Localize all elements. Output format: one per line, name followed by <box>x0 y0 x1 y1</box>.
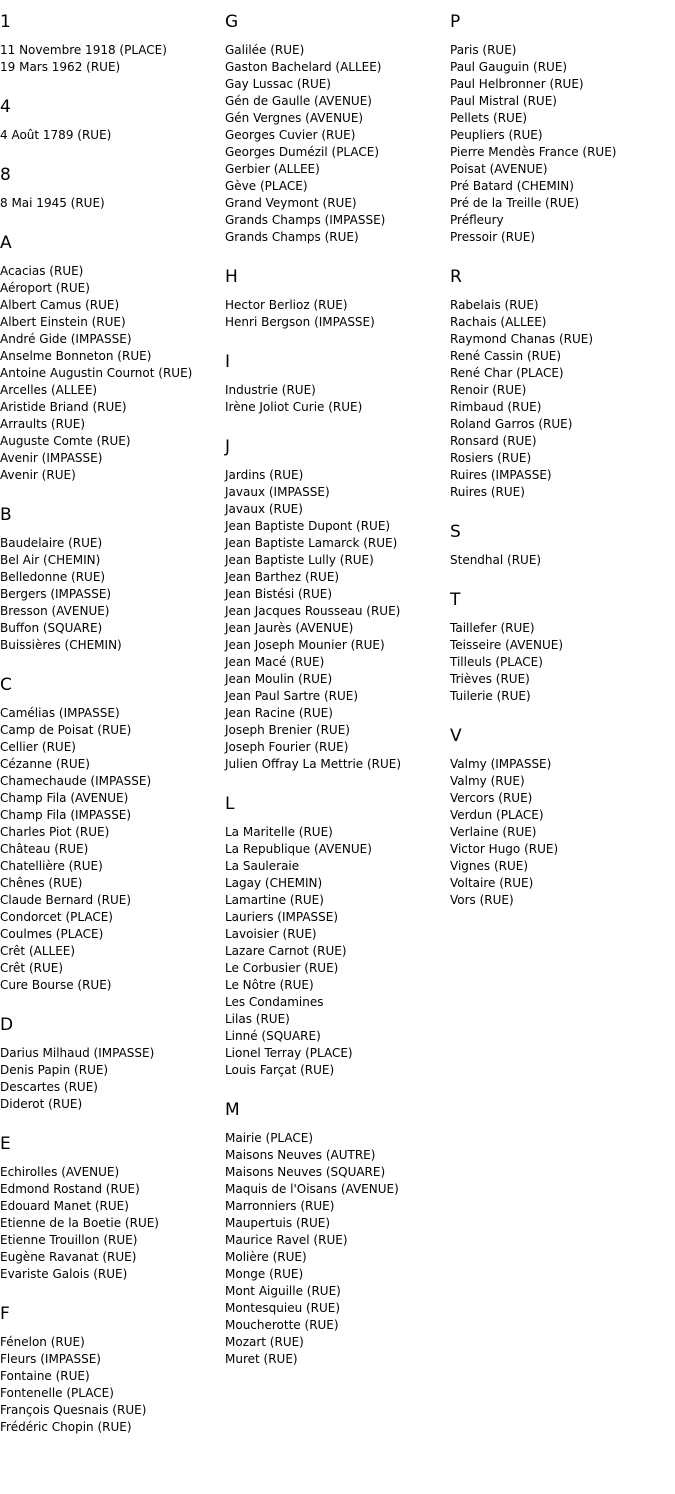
street-entry: Georges Cuvier (RUE) <box>225 128 356 142</box>
street-entry: Molière (RUE) <box>225 1250 307 1264</box>
street-list <box>450 620 675 705</box>
street-entry: Tilleuls (PLACE) <box>450 655 543 669</box>
street-entry: Poisat (AVENUE) <box>450 162 548 176</box>
letter-heading: H <box>225 267 238 287</box>
street-entry: Cellier (RUE) <box>0 740 76 754</box>
street-entry: Mont Aiguille (RUE) <box>225 1284 341 1298</box>
street-list <box>225 467 450 773</box>
street-entry: Avenir (RUE) <box>0 468 76 482</box>
letter-group <box>0 505 225 654</box>
street-index-column-2 <box>225 0 450 1389</box>
letter-group <box>225 12 450 246</box>
street-entry: La Maritelle (RUE) <box>225 825 333 839</box>
letter-group <box>0 12 225 76</box>
street-entry: Frédéric Chopin (RUE) <box>0 1420 132 1434</box>
street-entry: Jean Joseph Mounier (RUE) <box>225 638 385 652</box>
street-entry: Javaux (IMPASSE) <box>225 485 330 499</box>
street-entry: Edmond Rostand (RUE) <box>0 1182 140 1196</box>
street-entry: Joseph Brenier (RUE) <box>225 723 350 737</box>
letter-heading: G <box>225 12 239 32</box>
street-entry: Rachais (ALLEE) <box>450 315 547 329</box>
street-entry: Pressoir (RUE) <box>450 230 536 244</box>
letter-group <box>0 1304 225 1436</box>
letter-group <box>0 1015 225 1113</box>
street-entry: Verdun (PLACE) <box>450 808 544 822</box>
street-list <box>0 1334 225 1436</box>
street-entry: Gén Vergnes (AVENUE) <box>225 111 364 125</box>
street-entry: Pré de la Treille (RUE) <box>450 196 580 210</box>
street-entry: Taillefer (RUE) <box>450 621 535 635</box>
letter-heading: 1 <box>0 12 11 32</box>
street-entry: Teisseire (AVENUE) <box>450 638 564 652</box>
street-entry: Verlaine (RUE) <box>450 825 537 839</box>
street-entry: Descartes (RUE) <box>0 1080 98 1094</box>
street-entry: Galilée (RUE) <box>225 43 305 57</box>
street-entry: Cure Bourse (RUE) <box>0 978 112 992</box>
street-entry: Auguste Comte (RUE) <box>0 434 131 448</box>
street-entry: Valmy (IMPASSE) <box>450 757 552 771</box>
street-entry: Jean Barthez (RUE) <box>225 570 340 584</box>
street-entry: La Republique (AVENUE) <box>225 842 372 856</box>
street-entry: Rosiers (RUE) <box>450 451 532 465</box>
street-list <box>450 756 675 909</box>
street-entry: Crêt (ALLEE) <box>0 944 76 958</box>
street-entry: Stendhal (RUE) <box>450 553 542 567</box>
street-entry: Gève (PLACE) <box>225 179 308 193</box>
street-entry: Pré Batard (CHEMIN) <box>450 179 574 193</box>
street-entry: Joseph Fourier (RUE) <box>225 740 349 754</box>
street-entry: Jean Racine (RUE) <box>225 706 333 720</box>
letter-group <box>0 233 225 484</box>
street-entry: Maquis de l'Oisans (AVENUE) <box>225 1182 399 1196</box>
street-entry: Vignes (RUE) <box>450 859 529 873</box>
letter-group <box>225 267 450 331</box>
street-entry: Baudelaire (RUE) <box>0 536 103 550</box>
street-entry: Jean Baptiste Lamarck (RUE) <box>225 536 398 550</box>
letter-heading: S <box>450 522 461 542</box>
street-list <box>225 382 450 416</box>
street-entry: Ruires (IMPASSE) <box>450 468 552 482</box>
street-entry: Gaston Bachelard (ALLEE) <box>225 60 382 74</box>
letter-heading: T <box>450 590 461 610</box>
letter-group <box>450 522 675 569</box>
street-entry: Jean Baptiste Dupont (RUE) <box>225 519 391 533</box>
street-entry: Château (RUE) <box>0 842 89 856</box>
street-entry: Acacias (RUE) <box>0 264 84 278</box>
street-entry: Anselme Bonneton (RUE) <box>0 349 152 363</box>
street-entry: Lavoisier (RUE) <box>225 927 317 941</box>
street-entry: Claude Bernard (RUE) <box>0 893 132 907</box>
street-entry: Jardins (RUE) <box>225 468 304 482</box>
street-entry: 19 Mars 1962 (RUE) <box>0 60 121 74</box>
street-entry: Valmy (RUE) <box>450 774 525 788</box>
letter-heading: I <box>225 352 231 372</box>
street-entry: Etienne de la Boetie (RUE) <box>0 1216 159 1230</box>
street-entry: 8 Mai 1945 (RUE) <box>0 196 105 210</box>
street-entry: Bresson (AVENUE) <box>0 604 110 618</box>
street-list <box>225 1130 450 1368</box>
street-entry: René Char (PLACE) <box>450 366 564 380</box>
street-entry: Antoine Augustin Cournot (RUE) <box>0 366 193 380</box>
street-entry: Industrie (RUE) <box>225 383 316 397</box>
street-entry: Paul Mistral (RUE) <box>450 94 557 108</box>
letter-group <box>450 590 675 705</box>
letter-group <box>0 675 225 994</box>
street-entry: Pierre Mendès France (RUE) <box>450 145 617 159</box>
letter-group <box>450 726 675 909</box>
street-entry: Tuilerie (RUE) <box>450 689 531 703</box>
street-entry: Les Condamines <box>225 995 324 1009</box>
street-entry: Victor Hugo (RUE) <box>450 842 559 856</box>
street-entry: Gén de Gaulle (AVENUE) <box>225 94 372 108</box>
street-list <box>0 1164 225 1283</box>
street-entry: Lionel Terray (PLACE) <box>225 1046 353 1060</box>
street-entry: 4 Août 1789 (RUE) <box>0 128 112 142</box>
street-entry: Camp de Poisat (RUE) <box>0 723 132 737</box>
street-list <box>0 42 225 76</box>
street-list <box>0 705 225 994</box>
street-entry: Linné (SQUARE) <box>225 1029 321 1043</box>
street-list <box>225 824 450 1079</box>
letter-heading: E <box>0 1134 11 1154</box>
street-entry: Aéroport (RUE) <box>0 281 90 295</box>
street-entry: Bergers (IMPASSE) <box>0 587 112 601</box>
street-entry: Lazare Carnot (RUE) <box>225 944 347 958</box>
street-list <box>450 42 675 246</box>
street-entry: Henri Bergson (IMPASSE) <box>225 315 375 329</box>
letter-group <box>225 794 450 1079</box>
street-entry: Paris (RUE) <box>450 43 517 57</box>
street-list <box>450 297 675 501</box>
street-entry: Lauriers (IMPASSE) <box>225 910 339 924</box>
letter-group <box>0 165 225 212</box>
street-entry: Muret (RUE) <box>225 1352 298 1366</box>
street-list <box>225 297 450 331</box>
street-list <box>0 1045 225 1113</box>
street-entry: Marronniers (RUE) <box>225 1199 335 1213</box>
street-entry: Albert Einstein (RUE) <box>0 315 126 329</box>
street-entry: Hector Berlioz (RUE) <box>225 298 348 312</box>
street-list <box>0 127 225 144</box>
street-entry: Jean Jaurès (AVENUE) <box>225 621 354 635</box>
street-entry: Julien Offray La Mettrie (RUE) <box>225 757 402 771</box>
letter-group <box>225 352 450 416</box>
street-entry: Champ Fila (IMPASSE) <box>0 808 132 822</box>
street-entry: Louis Farçat (RUE) <box>225 1063 335 1077</box>
street-entry: Coulmes (PLACE) <box>0 927 104 941</box>
street-entry: Vercors (RUE) <box>450 791 533 805</box>
street-entry: Jean Baptiste Lully (RUE) <box>225 553 374 567</box>
letter-heading: C <box>0 675 12 695</box>
street-entry: Grands Champs (RUE) <box>225 230 359 244</box>
street-entry: Arraults (RUE) <box>0 417 85 431</box>
street-list <box>450 552 675 569</box>
street-entry: Ruires (RUE) <box>450 485 525 499</box>
street-entry: Paul Helbronner (RUE) <box>450 77 584 91</box>
street-entry: La Sauleraie <box>225 859 300 873</box>
street-entry: Bel Air (CHEMIN) <box>0 553 101 567</box>
street-entry: François Quesnais (RUE) <box>0 1403 147 1417</box>
street-entry: Gay Lussac (RUE) <box>225 77 331 91</box>
street-entry: Albert Camus (RUE) <box>0 298 120 312</box>
street-entry: Monge (RUE) <box>225 1267 304 1281</box>
street-entry: Peupliers (RUE) <box>450 128 543 142</box>
street-entry: Lilas (RUE) <box>225 1012 290 1026</box>
street-entry: Jean Moulin (RUE) <box>225 672 333 686</box>
street-entry: Paul Gauguin (RUE) <box>450 60 568 74</box>
street-entry: 11 Novembre 1918 (PLACE) <box>0 43 167 57</box>
street-entry: Jean Jacques Rousseau (RUE) <box>225 604 401 618</box>
street-entry: Georges Dumézil (PLACE) <box>225 145 380 159</box>
street-entry: Fontenelle (PLACE) <box>0 1386 114 1400</box>
street-list <box>0 195 225 212</box>
street-entry: Fleurs (IMPASSE) <box>0 1352 101 1366</box>
street-entry: Jean Macé (RUE) <box>225 655 325 669</box>
letter-group <box>0 97 225 144</box>
street-list <box>0 535 225 654</box>
street-entry: Echirolles (AVENUE) <box>0 1165 120 1179</box>
street-index-column-3 <box>450 0 675 930</box>
street-entry: Maurice Ravel (RUE) <box>225 1233 348 1247</box>
street-entry: Raymond Chanas (RUE) <box>450 332 594 346</box>
letter-heading: A <box>0 233 12 253</box>
street-entry: Le Corbusier (RUE) <box>225 961 339 975</box>
street-entry: Gerbier (ALLEE) <box>225 162 320 176</box>
street-entry: Jean Bistési (RUE) <box>225 587 333 601</box>
street-entry: Moucherotte (RUE) <box>225 1318 339 1332</box>
street-list <box>225 42 450 246</box>
letter-heading: J <box>225 437 231 457</box>
street-entry: Javaux (RUE) <box>225 502 303 516</box>
street-entry: Evariste Galois (RUE) <box>0 1267 128 1281</box>
street-entry: Préfleury <box>450 213 504 227</box>
street-entry: Maupertuis (RUE) <box>225 1216 331 1230</box>
letter-heading: P <box>450 12 461 32</box>
letter-heading: V <box>450 726 462 746</box>
letter-heading: L <box>225 794 235 814</box>
street-entry: Chatellière (RUE) <box>0 859 103 873</box>
letter-heading: R <box>450 267 462 287</box>
letter-heading: 8 <box>0 165 11 185</box>
street-entry: Lamartine (RUE) <box>225 893 324 907</box>
street-list <box>0 263 225 484</box>
street-entry: Camélias (IMPASSE) <box>0 706 120 720</box>
street-entry: Charles Piot (RUE) <box>0 825 110 839</box>
street-entry: Cézanne (RUE) <box>0 757 90 771</box>
street-entry: Irène Joliot Curie (RUE) <box>225 400 363 414</box>
street-entry: Trièves (RUE) <box>450 672 530 686</box>
street-entry: Avenir (IMPASSE) <box>0 451 103 465</box>
letter-heading: B <box>0 505 12 525</box>
street-entry: Belledonne (RUE) <box>0 570 106 584</box>
street-entry: Fénelon (RUE) <box>0 1335 85 1349</box>
street-entry: Chamechaude (IMPASSE) <box>0 774 152 788</box>
street-entry: Ronsard (RUE) <box>450 434 537 448</box>
street-entry: Le Nôtre (RUE) <box>225 978 314 992</box>
street-entry: Maisons Neuves (AUTRE) <box>225 1148 376 1162</box>
street-entry: Montesquieu (RUE) <box>225 1301 341 1315</box>
street-entry: Diderot (RUE) <box>0 1097 83 1111</box>
street-entry: Condorcet (PLACE) <box>0 910 113 924</box>
street-entry: René Cassin (RUE) <box>450 349 562 363</box>
street-entry: Jean Paul Sartre (RUE) <box>225 689 359 703</box>
letter-group <box>0 1134 225 1283</box>
street-entry: Arcelles (ALLEE) <box>0 383 98 397</box>
letter-group <box>450 267 675 501</box>
street-entry: Roland Garros (RUE) <box>450 417 573 431</box>
street-entry: Maisons Neuves (SQUARE) <box>225 1165 386 1179</box>
street-entry: Crêt (RUE) <box>0 961 64 975</box>
letter-group <box>225 1100 450 1368</box>
street-entry: Renoir (RUE) <box>450 383 527 397</box>
letter-heading: M <box>225 1100 240 1120</box>
street-entry: Aristide Briand (RUE) <box>0 400 127 414</box>
street-entry: Edouard Manet (RUE) <box>0 1199 129 1213</box>
street-entry: Pellets (RUE) <box>450 111 528 125</box>
street-entry: Buissières (CHEMIN) <box>0 638 122 652</box>
street-entry: Rimbaud (RUE) <box>450 400 542 414</box>
letter-group <box>450 12 675 246</box>
street-entry: Darius Milhaud (IMPASSE) <box>0 1046 155 1060</box>
letter-heading: D <box>0 1015 14 1035</box>
letter-heading: 4 <box>0 97 11 117</box>
street-entry: Grands Champs (IMPASSE) <box>225 213 386 227</box>
street-entry: Etienne Trouillon (RUE) <box>0 1233 138 1247</box>
street-entry: Mozart (RUE) <box>225 1335 304 1349</box>
street-entry: Denis Papin (RUE) <box>0 1063 109 1077</box>
letter-group <box>225 437 450 773</box>
street-index-column-1 <box>0 0 225 1457</box>
street-entry: Champ Fila (AVENUE) <box>0 791 129 805</box>
street-entry: Mairie (PLACE) <box>225 1131 314 1145</box>
street-entry: André Gide (IMPASSE) <box>0 332 132 346</box>
street-entry: Chênes (RUE) <box>0 876 83 890</box>
street-entry: Vors (RUE) <box>450 893 514 907</box>
letter-heading: F <box>0 1304 10 1324</box>
street-entry: Eugène Ravanat (RUE) <box>0 1250 137 1264</box>
street-entry: Lagay (CHEMIN) <box>225 876 323 890</box>
street-entry: Voltaire (RUE) <box>450 876 534 890</box>
street-entry: Buffon (SQUARE) <box>0 621 103 635</box>
street-entry: Fontaine (RUE) <box>0 1369 90 1383</box>
street-entry: Grand Veymont (RUE) <box>225 196 357 210</box>
street-entry: Rabelais (RUE) <box>450 298 539 312</box>
